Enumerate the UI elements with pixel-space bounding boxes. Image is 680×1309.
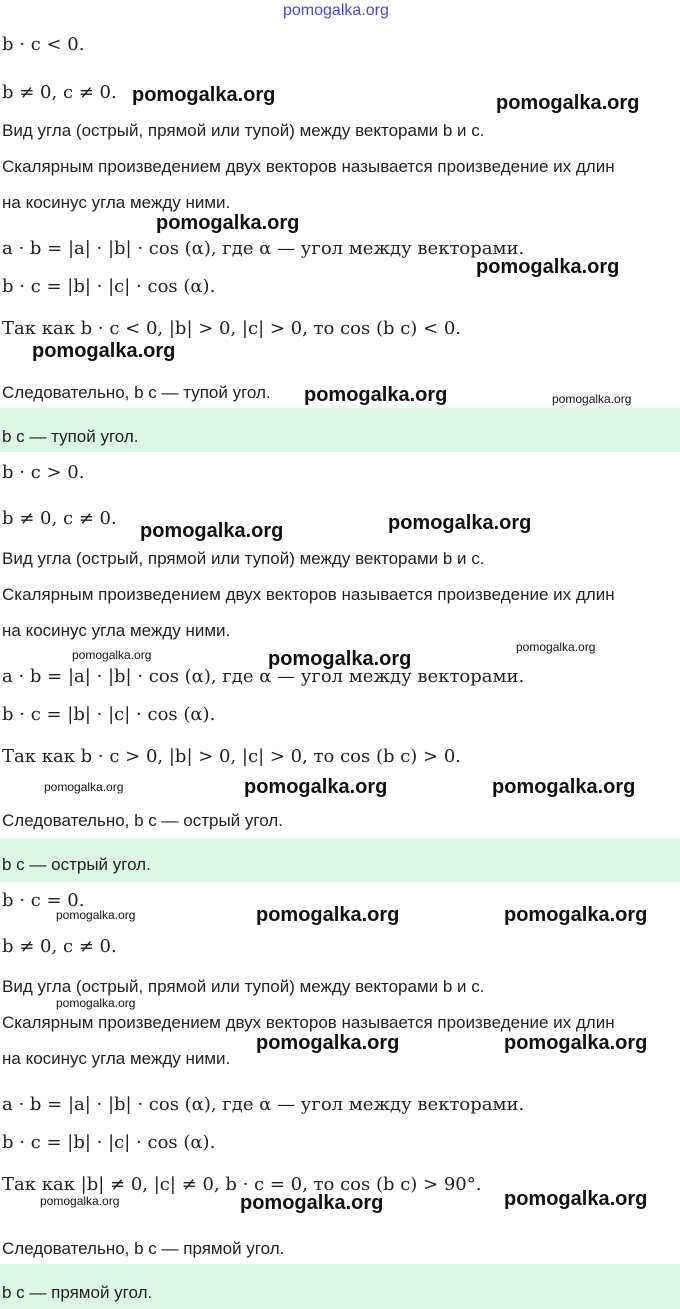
reasoning-line: Так как b · c > 0, |b| > 0, |c| > 0, то cos (b c) > 0. [2,746,462,767]
watermark: pomogalka.org [132,84,276,106]
condition-1: b · c = 0. [2,890,85,911]
watermark: pomogalka.org [256,904,400,926]
condition-1: b · c < 0. [2,34,85,55]
watermark: pomogalka.org [72,648,152,662]
condition-2: b ≠ 0, c ≠ 0. [2,936,117,957]
answer-band [0,838,680,882]
answer-band [0,408,680,452]
watermark: pomogalka.org [552,392,632,406]
watermark: pomogalka.org [156,212,300,234]
task-text: Вид угла (острый, прямой или тупой) между векторами b и c. [2,549,485,568]
conclusion-line: Следовательно, b c — тупой угол. [2,383,271,402]
formula-general: a · b = |a| · |b| · cos (α), где α — угол между векторами. [2,1094,525,1115]
watermark: pomogalka.org [32,340,176,362]
condition-1: b · c > 0. [2,462,85,483]
watermark: pomogalka.org [496,92,640,114]
watermark: pomogalka.org [504,904,648,926]
answer-text: b c — острый угол. [2,855,151,874]
watermark-top: pomogalka.org [283,2,389,19]
watermark: pomogalka.org [516,640,596,654]
watermark: pomogalka.org [256,1032,400,1054]
reasoning-line: Так как |b| ≠ 0, |c| ≠ 0, b · c = 0, то cos (b c) > 90°. [2,1174,482,1195]
watermark: pomogalka.org [140,520,284,542]
formula-specific: b · c = |b| · |c| · cos (α). [2,1132,216,1153]
formula-general: a · b = |a| · |b| · cos (α), где α — угол между векторами. [2,238,525,259]
watermark: pomogalka.org [304,384,448,406]
watermark: pomogalka.org [44,780,124,794]
reasoning-line: Так как b · c < 0, |b| > 0, |c| > 0, то cos (b c) < 0. [2,318,462,339]
answer-band [0,1264,680,1309]
watermark: pomogalka.org [504,1032,648,1054]
watermark: pomogalka.org [476,256,620,278]
formula-specific: b · c = |b| · |c| · cos (α). [2,276,216,297]
conclusion-line: Следовательно, b c — прямой угол. [2,1239,285,1258]
condition-2: b ≠ 0, c ≠ 0. [2,508,117,529]
formula-specific: b · c = |b| · |c| · cos (α). [2,704,216,725]
conclusion-line: Следовательно, b c — острый угол. [2,811,283,830]
task-text: Вид угла (острый, прямой или тупой) между векторами b и c. [2,977,485,996]
definition-line-2: на косинус угла между ними. [2,193,231,212]
definition-line-1: Скалярным произведением двух векторов называется произведение их длин [2,157,615,176]
answer-text: b c — тупой угол. [2,427,139,446]
definition-line-2: на косинус угла между ними. [2,1049,231,1068]
watermark: pomogalka.org [492,776,636,798]
watermark: pomogalka.org [40,1194,120,1208]
condition-2: b ≠ 0, c ≠ 0. [2,82,117,103]
watermark: pomogalka.org [240,1192,384,1214]
task-text: Вид угла (острый, прямой или тупой) между векторами b и c. [2,121,485,140]
definition-line-1: Скалярным произведением двух векторов называется произведение их длин [2,585,615,604]
formula-general: a · b = |a| · |b| · cos (α), где α — угол между векторами. [2,666,525,687]
watermark: pomogalka.org [388,512,532,534]
definition-line-1: Скалярным произведением двух векторов называется произведение их длин [2,1013,615,1032]
watermark: pomogalka.org [268,648,412,670]
watermark: pomogalka.org [244,776,388,798]
answer-text: b c — прямой угол. [2,1283,153,1302]
watermark: pomogalka.org [504,1188,648,1210]
definition-line-2: на косинус угла между ними. [2,621,231,640]
watermark: pomogalka.org [56,908,136,922]
watermark: pomogalka.org [56,996,136,1010]
